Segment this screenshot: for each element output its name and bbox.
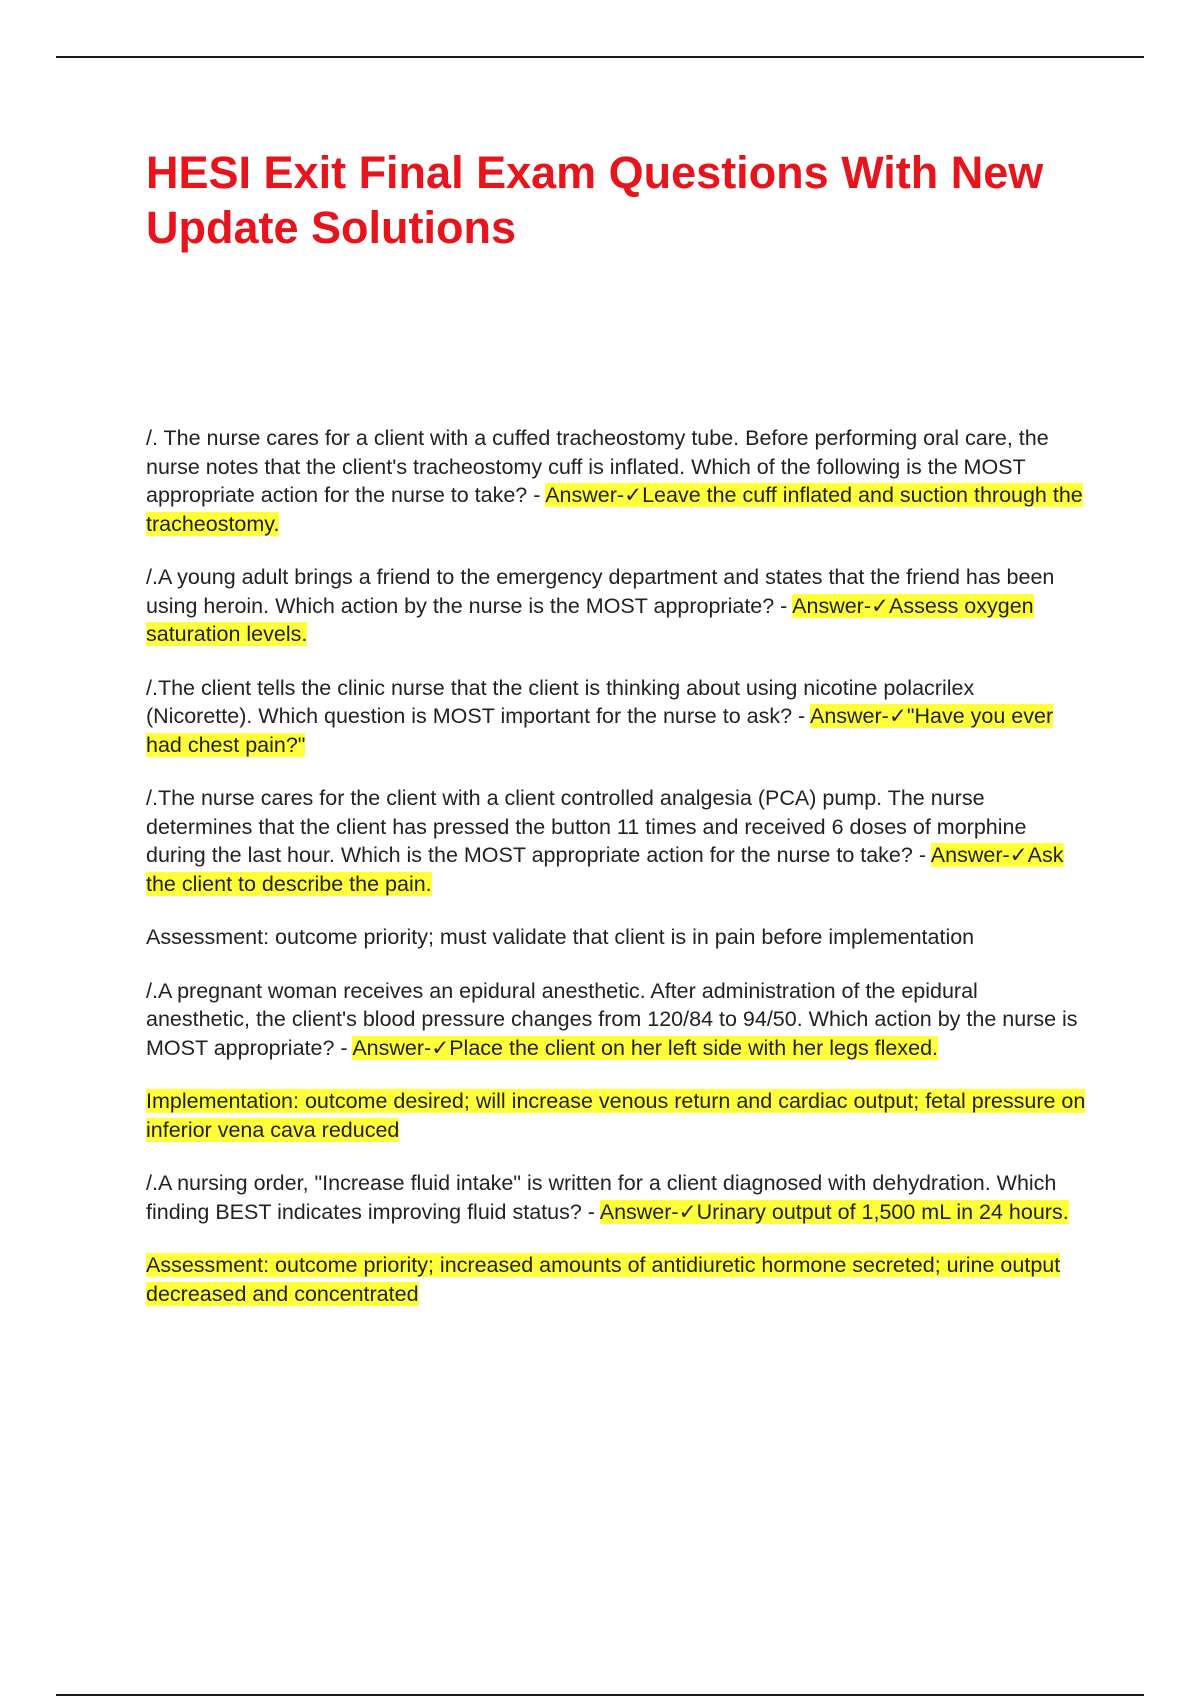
rationale-note-highlighted	[146, 1087, 1086, 1144]
question-text: /.A pregnant woman receives an epidural anesthetic. After administration of the epidural anesthetic, the client's blood pressure changes from 120/84 to 94/50. Which action by the nurse is MOST appropriate? -	[146, 978, 1078, 1060]
question-item	[146, 424, 1086, 538]
answer-prefix: Answer-	[599, 1199, 679, 1224]
question-text: /.The client tells the clinic nurse that the client is thinking about using nicotine polacrilex (Nicorette). Which question is MOST important for the nurse to ask? -	[146, 675, 975, 728]
answer-prefix: Answer-	[545, 483, 625, 507]
question-text: /.The nurse cares for the client with a client controlled analgesia (PCA) pump. The nurse determines that the client has pressed the button 11 times and received 6 doses of morphine during the last hour. Which is the MOST appropriate action for the nurse to take? -	[146, 786, 1027, 867]
question-item	[146, 977, 1086, 1063]
rationale-note: Assessment: outcome priority; must validate that client is in pain before implementation	[146, 925, 975, 949]
question-item	[146, 784, 1086, 898]
rationale-note-highlighted	[146, 1251, 1086, 1308]
answer-highlight	[352, 1036, 938, 1060]
answer-text: Ask the client to describe the pain.	[146, 843, 1064, 896]
checkmark-icon: ✓	[888, 704, 907, 728]
question-item	[146, 1169, 1086, 1226]
checkmark-icon: ✓	[1009, 843, 1028, 867]
answer-prefix: Answer-	[809, 704, 889, 728]
checkmark-icon: ✓	[624, 483, 643, 507]
question-text: /.A young adult brings a friend to the emergency department and states that the friend has been using heroin. Which action by the nurse is the MOST appropriate? -	[146, 565, 1055, 618]
answer-text: Place the client on her left side with her legs flexed.	[449, 1035, 939, 1060]
rationale-highlight: Implementation: outcome desired; will increase venous return and cardiac output; fetal pressure on inferior vena cava reduced	[146, 1089, 1086, 1142]
bottom-rule	[56, 1694, 1144, 1696]
answer-text: "Have you ever had chest pain?"	[146, 704, 1054, 757]
answer-text: Assess oxygen saturation levels.	[146, 593, 1034, 646]
answer-prefix: Answer-	[792, 593, 871, 618]
top-rule	[56, 56, 1144, 58]
document-body	[146, 424, 1086, 1333]
answer-prefix: Answer-	[352, 1035, 432, 1060]
answer-highlight	[600, 1200, 1069, 1224]
answer-prefix: Answer-	[930, 843, 1010, 867]
page-title: HESI Exit Final Exam Questions With New Update Solutions	[146, 147, 1044, 253]
answer-text: Leave the cuff inflated and suction through the tracheostomy.	[146, 483, 1083, 536]
question-text: /. The nurse cares for a client with a cuffed tracheostomy tube. Before performing oral care, the nurse notes that the client's tracheostomy cuff is inflated. Which of the following is the MOST appropriate action for the nurse to take? -	[146, 426, 1049, 507]
answer-text: Urinary output of 1,500 mL in 24 hours.	[696, 1199, 1069, 1224]
checkmark-icon: ✓	[678, 1199, 697, 1224]
question-item	[146, 674, 1086, 760]
question-item	[146, 563, 1086, 649]
rationale-highlight: Assessment: outcome priority; increased amounts of antidiuretic hormone secreted; urine output decreased and concentrated	[146, 1253, 1061, 1306]
question-text: /.A nursing order, "Increase fluid intake" is written for a client diagnosed with dehydration. Which finding BEST indicates improving fluid status? -	[146, 1171, 1057, 1224]
checkmark-icon: ✓	[871, 593, 890, 618]
checkmark-icon: ✓	[431, 1035, 450, 1060]
